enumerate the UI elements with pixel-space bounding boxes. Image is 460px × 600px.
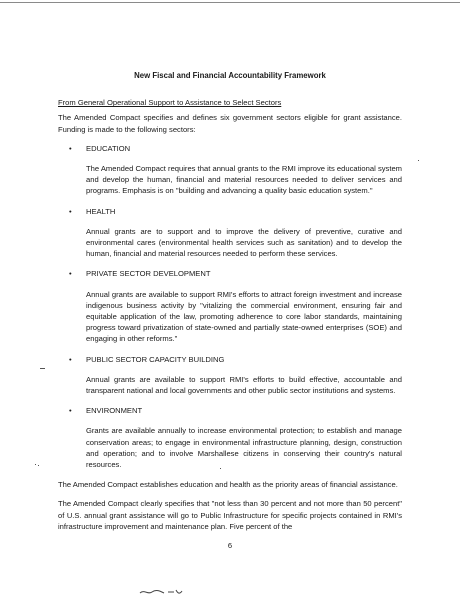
sector-description: Annual grants are to support and to improve the delivery of preventive, curative and environmental cares (environmental health services such as sanitation) and to develop the human, financial and material resources needed to perform these services. [86, 226, 402, 259]
page-title: New Fiscal and Financial Accountability Framework [134, 71, 326, 80]
bullet-icon: • [69, 354, 72, 364]
sector-education [58, 143, 402, 197]
bullet-icon: • [69, 206, 72, 216]
sector-public-sector-capacity-building [58, 354, 402, 397]
intro-paragraph: The Amended Compact specifies and defines six government sectors eligible for grant assistance. Funding is made to the following sectors: [58, 113, 402, 134]
sector-label: PRIVATE SECTOR DEVELOPMENT [86, 269, 211, 279]
closing-paragraph: The Amended Compact establishes education and health as the priority areas of financial assistance. [58, 480, 398, 490]
sector-description: The Amended Compact requires that annual grants to the RMI improve its educational system and develop the human, financial and material resources needed to deliver services and programs. Emphasis is on "building and advancing a quality basic education system." [86, 164, 402, 196]
sector-environment [58, 405, 402, 470]
bullet-icon: • [69, 269, 72, 279]
sector-description: Annual grants are available to support RMI's efforts to build effective, accountable and transparent national and local governments and other public sector institutions and systems. [86, 374, 402, 396]
scan-speck [220, 468, 221, 469]
bullet-icon: • [69, 143, 72, 153]
last-paragraph: The Amended Compact clearly specifies that "not less than 30 percent and not more than 50 percent" of U.S. annual grant assistance will go to Public Infrastructure for specific projects contained in RMI's infrastructure improvement and maintenance plan. Five percent of the [58, 499, 402, 531]
scan-speck [418, 160, 419, 161]
sector-description: Grants are available annually to increase environmental protection; to establish and manage conservation areas; to engage in environmental infrastructure planning, design, construction and operation; and to involve Marshallese citizens in conserving their country's natural resources. [86, 426, 402, 470]
sector-label: EDUCATION [86, 143, 131, 153]
sector-description: Annual grants are available to support RMI's efforts to attract foreign investment and increase indigenous business activity by "vitalizing the commercial environment, ensuring fair and equitable application of the law, promoting adherence to core labor standards, maintaining progress toward privatization of state-owned and partially state-owned enterprises (SOE) and engaging in other reforms." [86, 289, 402, 344]
document-page [58, 70, 402, 540]
sector-label: PUBLIC SECTOR CAPACITY BUILDING [86, 354, 225, 364]
scan-speck [38, 465, 39, 466]
scan-speck [35, 464, 36, 465]
sector-private-sector-development [58, 268, 402, 344]
scan-speck [40, 368, 45, 369]
top-border-line [0, 2, 460, 3]
section-heading: From General Operational Support to Assistance to Select Sectors [58, 98, 282, 108]
bullet-icon: • [69, 406, 72, 416]
sector-label: ENVIRONMENT [86, 406, 143, 416]
handwritten-scribble-icon [138, 586, 188, 598]
sector-health [58, 206, 402, 260]
page-number: 6 [227, 541, 233, 550]
sector-label: HEALTH [86, 206, 116, 216]
